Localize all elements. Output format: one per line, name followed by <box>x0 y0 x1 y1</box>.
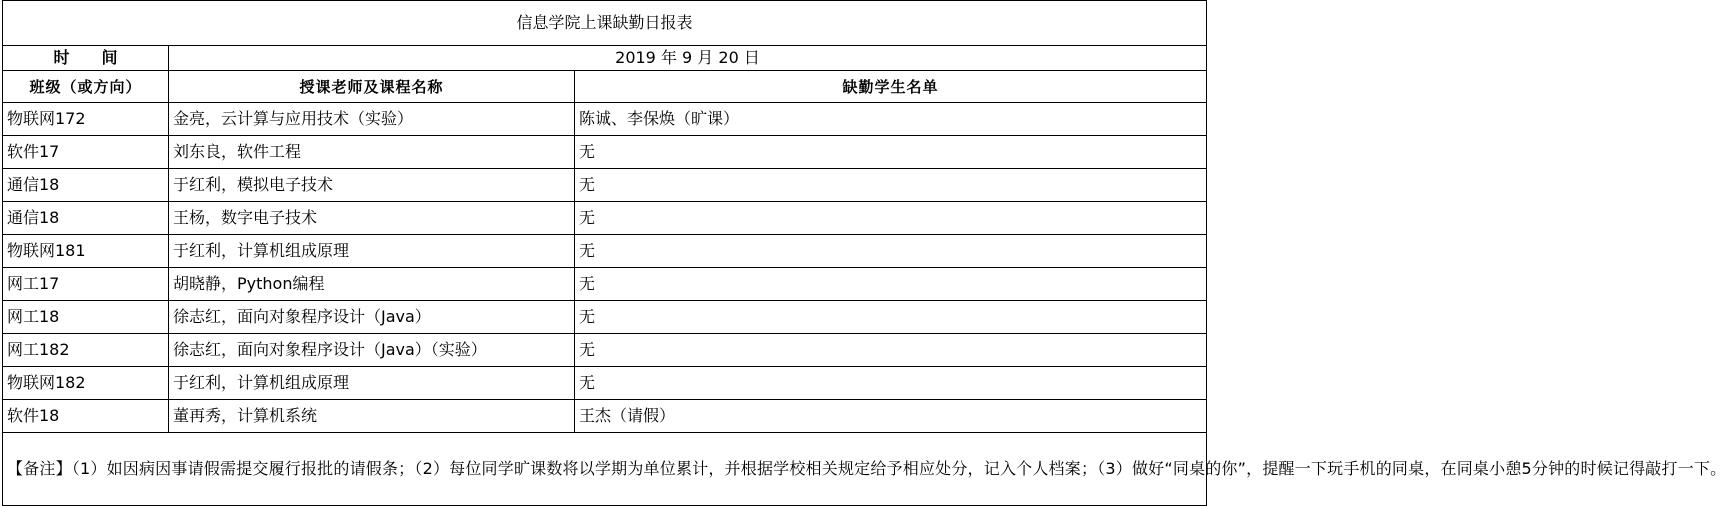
report-title: 信息学院上课缺勤日报表 <box>3 1 1207 46</box>
table-row <box>3 268 1207 301</box>
table-row <box>3 301 1207 334</box>
absent-cell: 无 <box>575 169 1207 202</box>
class-cell: 通信18 <box>3 169 169 202</box>
column-header-absent: 缺勤学生名单 <box>575 71 1207 103</box>
course-cell: 王杨，数字电子技术 <box>169 202 575 235</box>
absent-cell: 无 <box>575 334 1207 367</box>
table-row <box>3 169 1207 202</box>
table-row <box>3 136 1207 169</box>
table-row <box>3 334 1207 367</box>
report-date: 2019 年 9 月 20 日 <box>169 46 1207 71</box>
course-cell: 刘东良，软件工程 <box>169 136 575 169</box>
table-row <box>3 400 1207 433</box>
class-cell: 网工182 <box>3 334 169 367</box>
course-cell: 金亮，云计算与应用技术（实验） <box>169 103 575 136</box>
absent-cell: 无 <box>575 136 1207 169</box>
class-cell: 软件17 <box>3 136 169 169</box>
class-cell: 通信18 <box>3 202 169 235</box>
absent-cell: 王杰（请假） <box>575 400 1207 433</box>
course-cell: 于红利，模拟电子技术 <box>169 169 575 202</box>
table-row <box>3 103 1207 136</box>
class-cell: 物联网182 <box>3 367 169 400</box>
column-header-course: 授课老师及课程名称 <box>169 71 575 103</box>
absent-cell: 陈诚、李保焕（旷课） <box>575 103 1207 136</box>
absent-cell: 无 <box>575 202 1207 235</box>
absent-cell: 无 <box>575 268 1207 301</box>
class-cell: 网工17 <box>3 268 169 301</box>
table-row <box>3 235 1207 268</box>
absent-cell: 无 <box>575 367 1207 400</box>
absent-cell: 无 <box>575 235 1207 268</box>
absent-cell: 无 <box>575 301 1207 334</box>
class-cell: 网工18 <box>3 301 169 334</box>
class-cell: 物联网172 <box>3 103 169 136</box>
course-cell: 于红利，计算机组成原理 <box>169 235 575 268</box>
course-cell: 徐志红，面向对象程序设计（Java）（实验） <box>169 334 575 367</box>
time-label: 时 间 <box>3 46 169 71</box>
course-cell: 胡晓静，Python编程 <box>169 268 575 301</box>
table-row <box>3 202 1207 235</box>
course-cell: 董再秀，计算机系统 <box>169 400 575 433</box>
column-header-class: 班级（或方向） <box>3 71 169 103</box>
class-cell: 软件18 <box>3 400 169 433</box>
course-cell: 于红利，计算机组成原理 <box>169 367 575 400</box>
remarks-note: 【备注】（1）如因病因事请假需提交履行报批的请假条；（2）每位同学旷课数将以学期为单位累计，并根据学校相关规定给予相应处分，记入个人档案；（3）做好“同桌的你”，提醒一下玩手机的同桌，在同桌小憩5分钟的时候记得敲打一下。 <box>3 433 1207 506</box>
attendance-report-table <box>2 0 1726 506</box>
course-cell: 徐志红，面向对象程序设计（Java） <box>169 301 575 334</box>
table-row <box>3 367 1207 400</box>
class-cell: 物联网181 <box>3 235 169 268</box>
